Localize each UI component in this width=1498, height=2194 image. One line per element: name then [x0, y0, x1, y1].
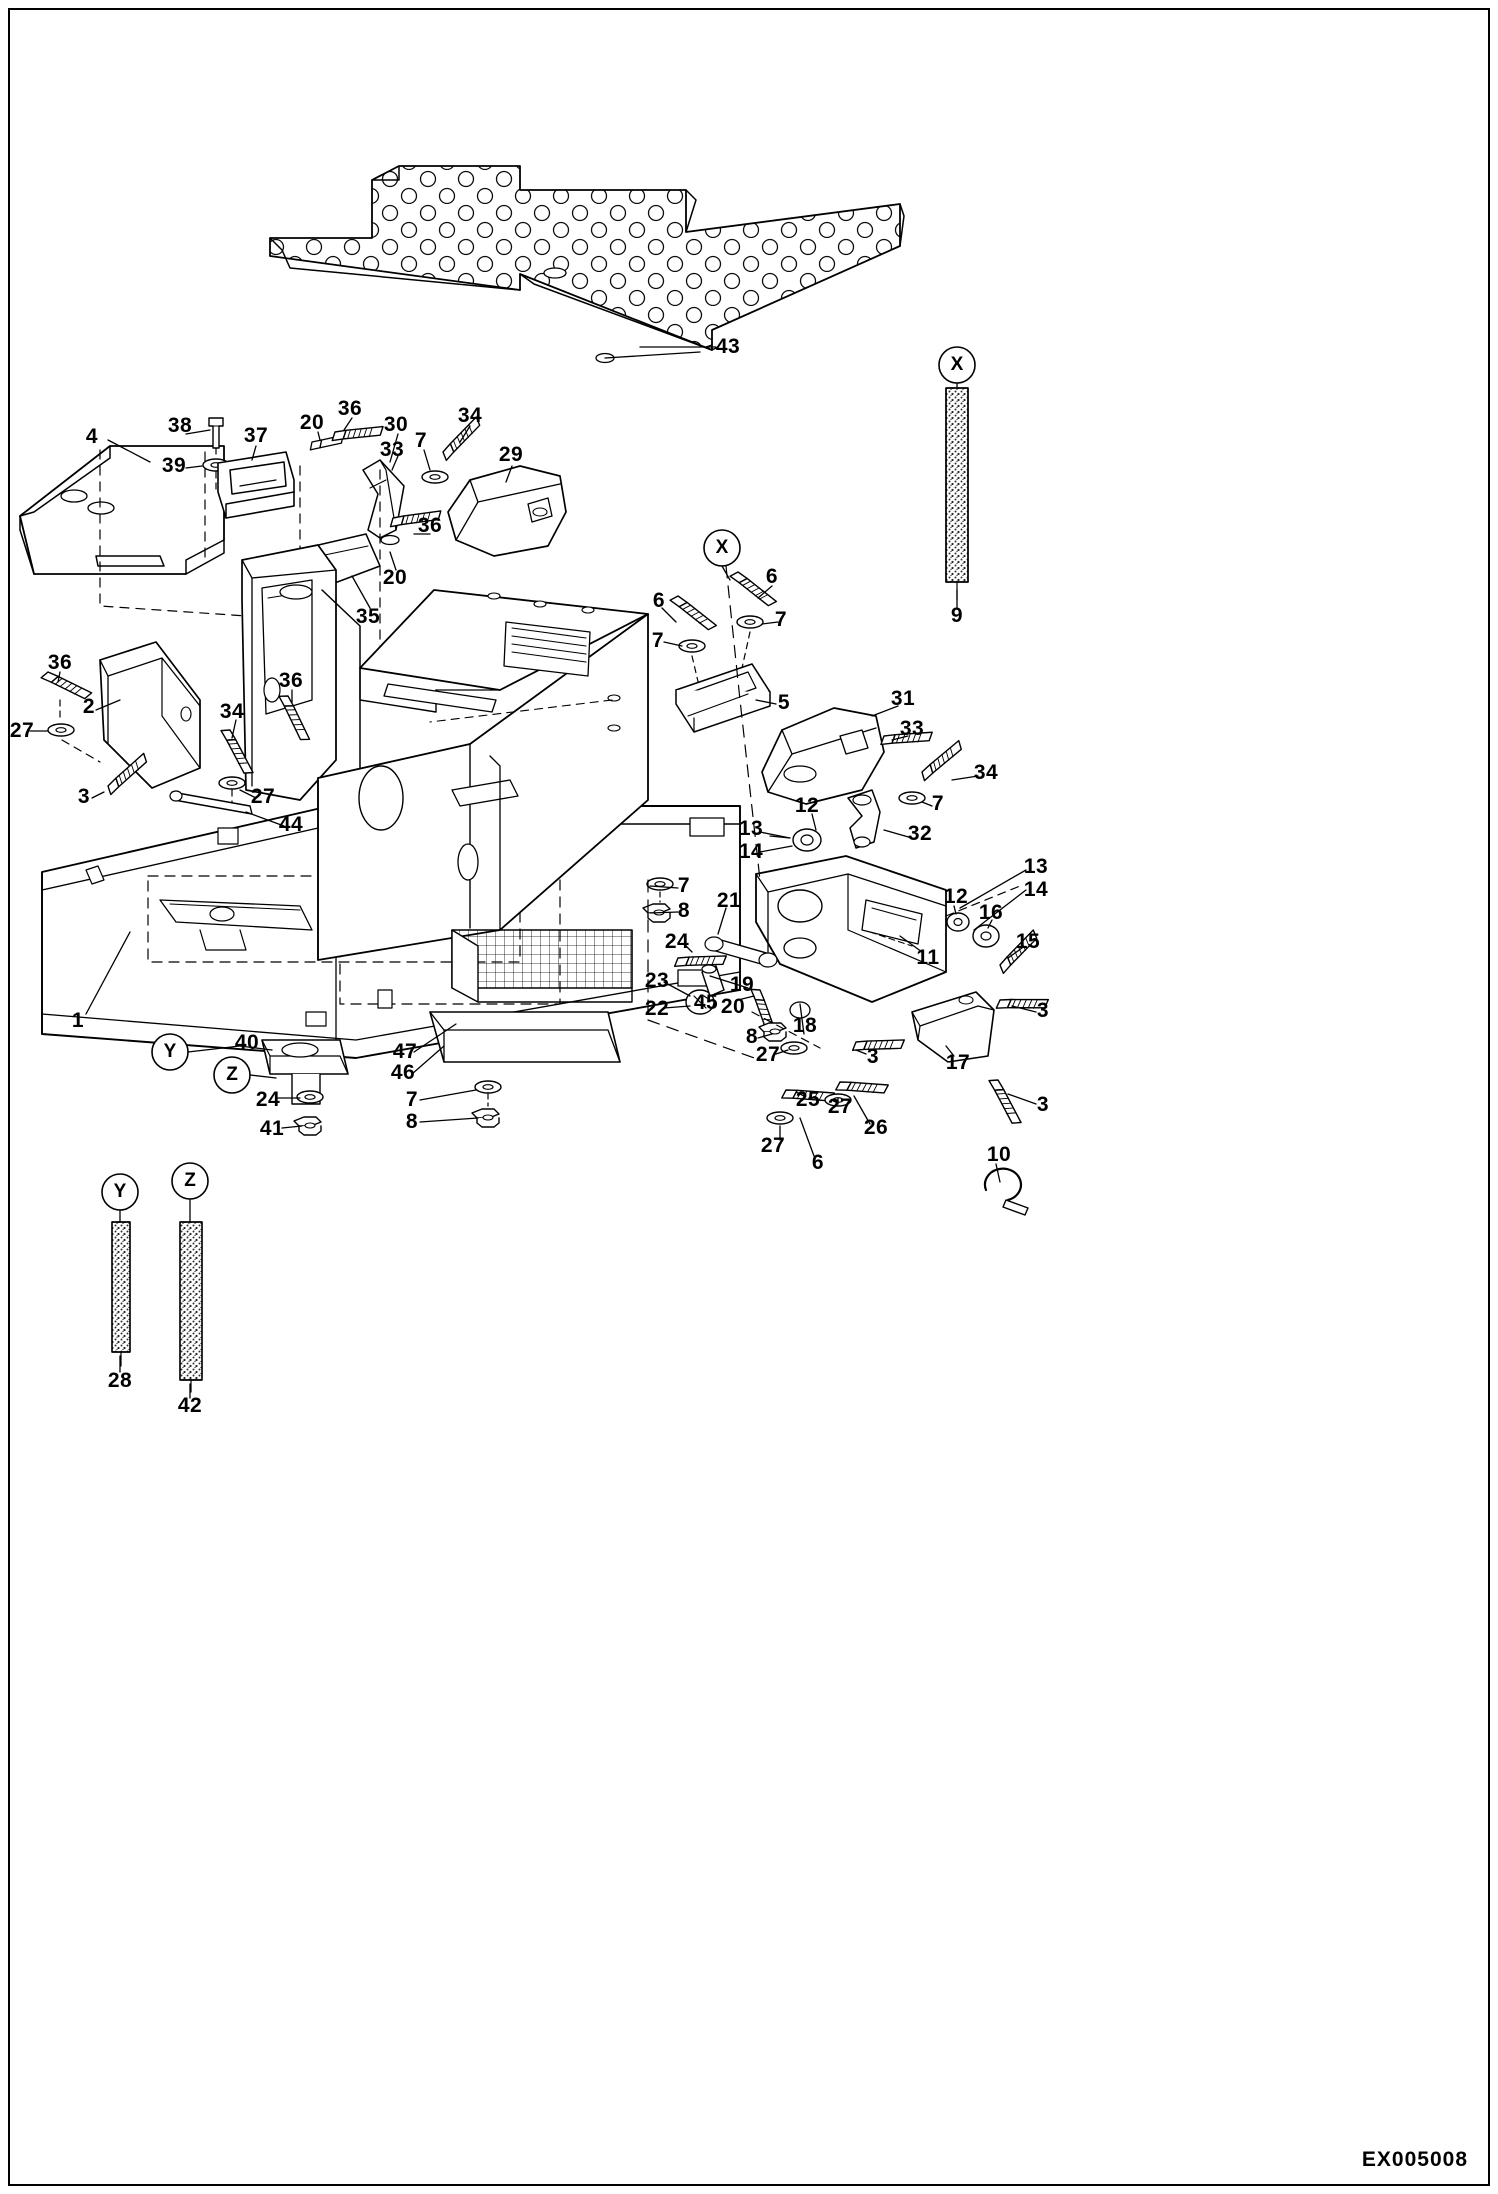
section-marker-z-pad: Z: [226, 1064, 238, 1085]
callout-45: 45: [693, 991, 719, 1014]
part-7-washer-f: [647, 878, 673, 890]
callout-3: 3: [77, 785, 91, 808]
part-42-grip-strip: [180, 1222, 202, 1380]
callout-46: 46: [390, 1061, 416, 1084]
callout-9: 9: [950, 604, 964, 627]
callout-36: 36: [278, 669, 304, 692]
callout-21: 21: [716, 889, 742, 912]
part-2-side-panel: [100, 642, 200, 788]
callout-18: 18: [792, 1014, 818, 1037]
callout-41: 41: [259, 1117, 285, 1140]
part-12-washer-a: [947, 913, 969, 931]
callout-36: 36: [337, 397, 363, 420]
callout-27: 27: [250, 785, 276, 808]
part-7-washer-a: [422, 471, 448, 483]
section-marker-y-strip: Y: [113, 1181, 127, 1202]
callout-15: 15: [1015, 930, 1041, 953]
callout-16: 16: [978, 901, 1004, 924]
callout-34: 34: [457, 404, 483, 427]
callout-8: 8: [745, 1025, 759, 1048]
part-34-bolt-c: [916, 741, 966, 781]
callout-11: 11: [916, 946, 940, 969]
callout-7: 7: [774, 608, 788, 631]
part-28-grip-strip: [112, 1222, 130, 1352]
callout-32: 32: [907, 822, 933, 845]
callout-4: 4: [85, 425, 99, 448]
callout-8: 8: [677, 899, 691, 922]
section-marker-y-pad: Y: [163, 1041, 177, 1062]
callout-17: 17: [945, 1051, 971, 1074]
part-27-washer-a: [48, 724, 74, 736]
callout-12: 12: [943, 885, 969, 908]
callout-1: 1: [71, 1009, 85, 1032]
callout-3: 3: [1036, 999, 1050, 1022]
callout-27: 27: [827, 1095, 853, 1118]
callout-37: 37: [243, 424, 269, 447]
callout-31: 31: [890, 687, 916, 710]
callout-25: 25: [795, 1088, 821, 1111]
part-7-washer-b: [475, 1081, 501, 1093]
callout-24: 24: [664, 930, 690, 953]
callout-13: 13: [1023, 855, 1049, 878]
callout-44: 44: [278, 813, 304, 836]
part-27-washer-c: [781, 1042, 807, 1054]
callout-36: 36: [417, 514, 443, 537]
part-7-washer-e: [899, 792, 925, 804]
callout-27: 27: [760, 1134, 786, 1157]
callout-19: 19: [729, 973, 755, 996]
section-marker-z-strip: Z: [184, 1170, 196, 1191]
callout-30: 30: [383, 413, 409, 436]
callout-14: 14: [738, 840, 764, 863]
callout-7: 7: [931, 792, 945, 815]
callout-35: 35: [355, 605, 381, 628]
callout-6: 6: [765, 565, 779, 588]
part-10-clamp: [985, 1169, 1028, 1215]
part-24-washer: [297, 1091, 323, 1103]
callout-5: 5: [777, 691, 791, 714]
callout-38: 38: [167, 414, 193, 437]
part-5-step-bracket: [676, 664, 770, 732]
callout-6: 6: [811, 1151, 825, 1174]
part-38-bolt: [209, 418, 223, 448]
callout-34: 34: [219, 700, 245, 723]
part-7-washer-d: [737, 616, 763, 628]
callout-27: 27: [755, 1043, 781, 1066]
callout-2: 2: [82, 695, 96, 718]
part-13-14-bushing-a: [793, 829, 821, 851]
part-27-washer-b: [219, 777, 245, 789]
section-marker-x-mid: X: [715, 537, 729, 558]
callout-3: 3: [866, 1045, 880, 1068]
callout-7: 7: [651, 629, 665, 652]
callout-12: 12: [794, 794, 820, 817]
callout-6: 6: [652, 589, 666, 612]
part-43-step-plate: [270, 166, 904, 363]
callout-3: 3: [1036, 1093, 1050, 1116]
callout-39: 39: [161, 454, 187, 477]
callout-36: 36: [47, 651, 73, 674]
section-marker-x-top: X: [950, 354, 964, 375]
callout-33: 33: [899, 717, 925, 740]
drawing-number: EX005008: [1361, 2148, 1468, 2171]
part-44-rod: [170, 791, 252, 814]
part-3-bolt-d: [989, 1079, 1021, 1125]
part-37-bracket: [218, 452, 294, 518]
part-9-grip-strip: [946, 388, 968, 582]
callout-8: 8: [405, 1110, 419, 1133]
callout-42: 42: [177, 1394, 203, 1417]
callout-14: 14: [1023, 878, 1049, 901]
callout-7: 7: [405, 1088, 419, 1111]
part-4-floor-mat: [20, 446, 224, 574]
callout-27: 27: [9, 719, 35, 742]
callout-24: 24: [255, 1088, 281, 1111]
part-6-bolt-a: [670, 587, 716, 639]
callout-40: 40: [234, 1031, 260, 1054]
part-32-bracket: [848, 790, 880, 848]
callout-20: 20: [299, 411, 325, 434]
callout-33: 33: [379, 438, 405, 461]
callout-26: 26: [863, 1116, 889, 1139]
callout-7: 7: [677, 874, 691, 897]
part-7-washer-c: [679, 640, 705, 652]
callout-7: 7: [414, 429, 428, 452]
part-30-handle: [363, 460, 404, 538]
part-8-nut-c: [759, 1023, 786, 1041]
callout-47: 47: [392, 1040, 418, 1063]
part-11-console: [756, 856, 946, 1002]
part-27-washer-e: [767, 1112, 793, 1124]
callout-34: 34: [973, 761, 999, 784]
callout-20: 20: [720, 995, 746, 1018]
callout-29: 29: [498, 443, 524, 466]
callout-13: 13: [738, 817, 764, 840]
callout-20: 20: [382, 566, 408, 589]
callout-43: 43: [715, 335, 741, 358]
callout-23: 23: [644, 969, 670, 992]
part-31-cover: [762, 708, 884, 804]
callout-28: 28: [107, 1369, 133, 1392]
callout-22: 22: [644, 997, 670, 1020]
callout-10: 10: [986, 1143, 1012, 1166]
